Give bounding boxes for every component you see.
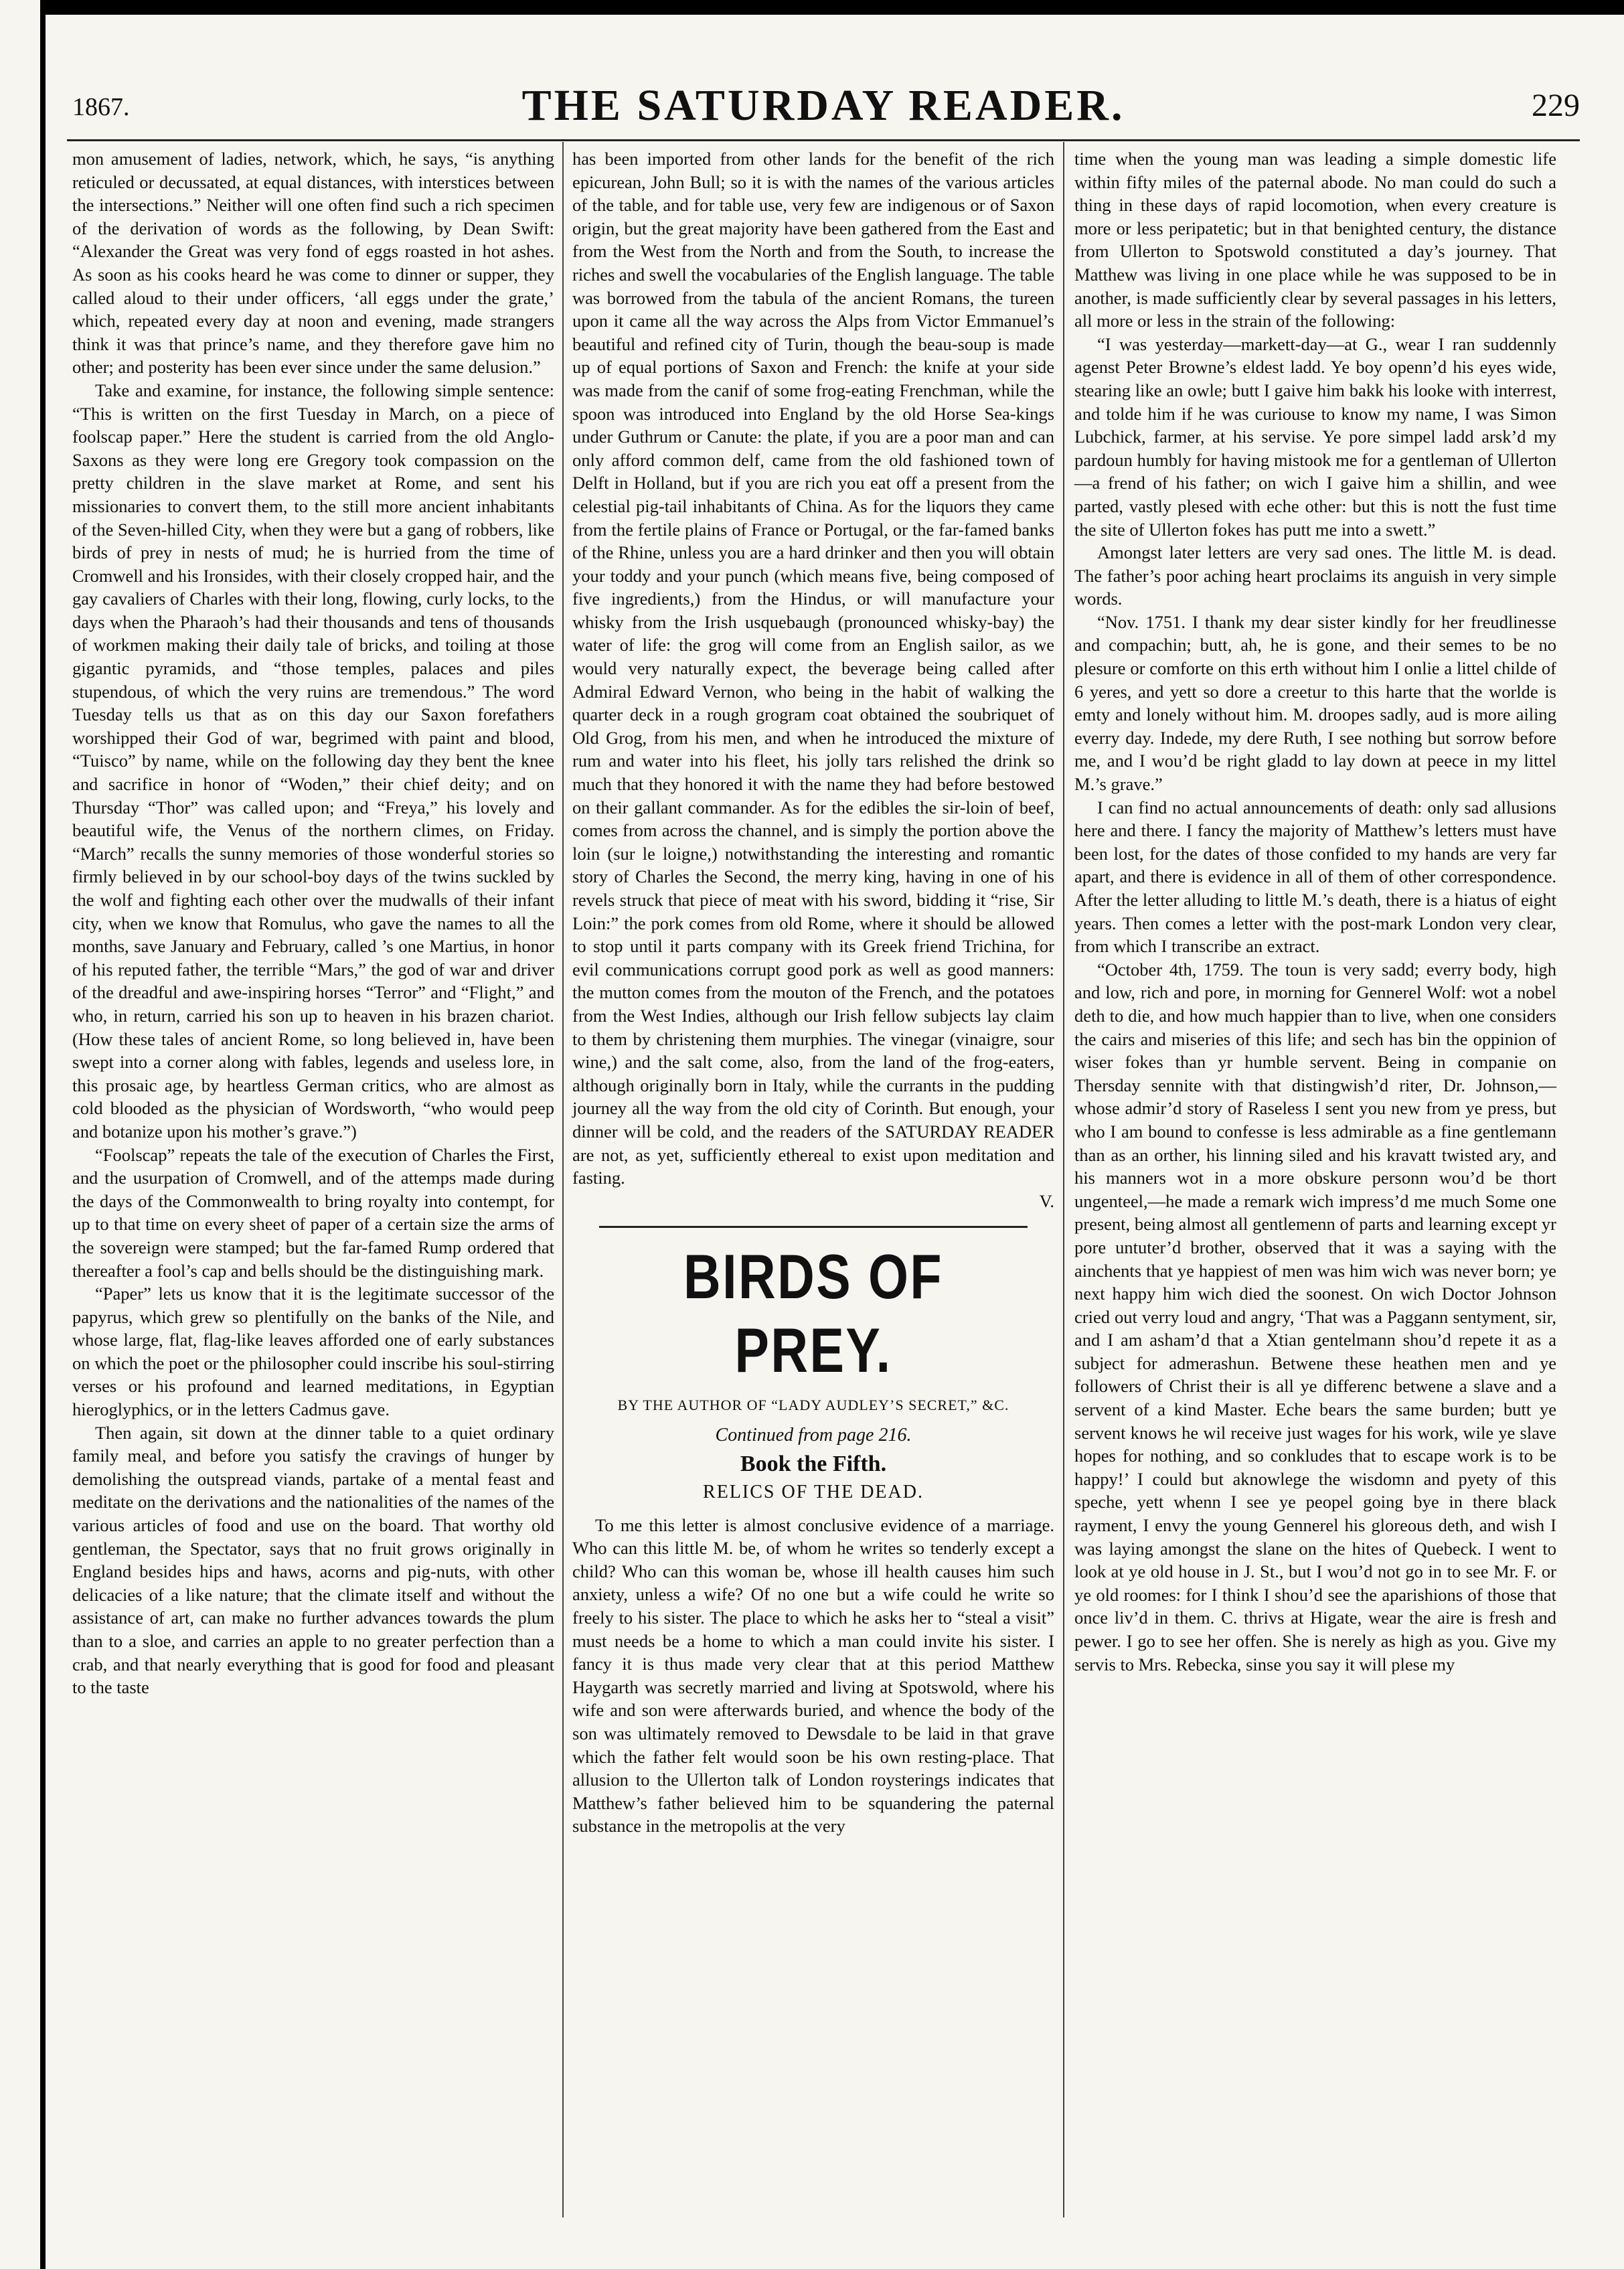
masthead-title: THE SATURDAY READER. <box>521 81 1125 130</box>
paragraph: “I was yesterday—markett-day—at G., wear I ran suddennly agenst Peter Browne’s eldest ladd. Ye boy openn’d his eyes wide, stearing like an owle; butt I gaive him bakk his looke with interrest, and tolde him if he was curiouse to know my name, I was Simon Lubchick, farmer, at his servise. Ye pore simpel ladd arsk’d my pardoun humbly for having mistook me for a gentleman of Ullerton—a frend of his father; on wich I gaive him a shillin, and wee parted, vastly plesed with eche other: but this is nott the fust time the site of Ullerton fokes has putt me into a swett.” <box>1074 333 1556 540</box>
story-byline: BY THE AUTHOR OF “LADY AUDLEY’S SECRET,” &C. <box>617 1397 1009 1414</box>
paragraph: “October 4th, 1759. The toun is very sadd; everry body, high and low, rich and pore, in morning for Gennerel Wolf: wot a nobel deth to die, and how much happier than to live, when one considers the cairs and miseries of this life; and sech has bin the oppinion of wiser fokes than yr humble servent. Being in companie on Thersday sennite with that distingwish’d riter, Dr. Johnson,—whose admir’d story of Raseless I sent you new from ye press, but who I am bound to confesse is less admirable as a fine gentlemann than as an orther, his linning siled and his kravatt twisted ary, and his manners wot in a more obskure personn wou’d be thort ungenteel,—he made a remark wich impress’d me much Some one present, being almost all gentlemenn of parts and learning except yr pore untuter’d brother, observed that it was a saying with the ainchents that ye happiest of men was him wich was never born; ye next happy him wich died the soonest. On wich Doctor Johnson cried out verry loud and angry, ‘That was a Paggann sentyment, sir, and I am asham’d that a Xtian gentelmann shou’d repete it as a subject for admerashun. Betwene these heathen men and ye followers of Christ their is all ye differenc betwene a slave and a servent of a kind Master. Eche bears the same burden; butt ye servent knows he wil receive just wages for his work, wile ye slave hopes for nothing, and so conkludes that to escape work is to be happy!’ I could but aknowlege the wisdomn and pyety of this speche, yett whenn I see ye peopel going bye in there black rayment, I envy the young Gennerel his gloreous deth, and wish I was laying amongst the slane on the hites of Quebeck. I went to look at ye old house in J. St., but I wou’d not go in to see Mr. F. or ye old roomes: for I think I shou’d see the aparishions of those that once liv’d in them. C. thrivs at Higate, wear the aire is fresh and pewer. I go to see her offen. She is nerely as high as you. Give my servis to Mrs. Rebecka, sinse you say it will plese my <box>1074 959 1556 1674</box>
paragraph: “Foolscap” repeats the tale of the execution of Charles the First, and the usurpation of Cromwell, and of the attemps made during the days of the Commonwealth to bring royalty into contempt, for up to that time on every sheet of paper of a certain size the arms of the sovereign were stamped; but the far-famed Rump ordered that thereafter a fool’s cap and bells should be the distinguishing mark. <box>72 1144 554 1281</box>
story-section: RELICS OF THE DEAD. <box>703 1482 924 1503</box>
page-header <box>54 80 1593 141</box>
story-heading <box>572 1226 1054 1504</box>
paragraph: Amongst later letters are very sad ones. The little M. is dead. The father’s poor aching heart proclaims its anguish in very simple words. <box>1074 542 1556 609</box>
heading-rule <box>599 1226 1028 1228</box>
story-book: Book the Fifth. <box>740 1451 887 1476</box>
paragraph: Then again, sit down at the dinner table to a quiet ordinary family meal, and before you satisfy the cravings of hunger by demolishing the outspread viands, partake of a mental feast and meditate on the derivations and the nationalities of the names of the various articles of food and use on the board. That worthy old gentleman, the Spectator, says that no fruit grows originally in England besides hips and haws, acorns and pig-nuts, with other delicacies of a like nature; that the climate itself and without the assistance of art, can make no further advances towards the plum than to a sloe, and carries an apple to no greater perfection than a crab, and that nearly everything that is good for food and pleasant to the taste <box>72 1422 554 1698</box>
column-divider-1 <box>562 142 564 2217</box>
header-year: 1867. <box>72 93 130 121</box>
paragraph: “Paper” lets us know that it is the legitimate successor of the papyrus, which grew so plentifully on the banks of the Nile, and whose large, flat, flag-like leaves afforded one of early substances on which the poet or the philosopher could inscribe his soul-stirring verses or his profound and learned meditations, in Egyptian hieroglyphics, or in the letters Cadmus gave. <box>72 1283 554 1420</box>
column-divider-2 <box>1063 142 1064 2217</box>
paragraph: mon amusement of ladies, network, which, he says, “is anything reticuled or decussated, at equal distances, with interstices between the intersections.” Neither will one often find such a rich specimen of the derivation of words as the following, by Dean Swift: “Alexander the Great was very fond of eggs roasted in hot ashes. As soon as his cooks heard he was come to dinner or supper, they called aloud to their under officers, ‘all eggs under the grate,’ which, repeated every day at noon and evening, made strangers think it was that prince’s name, and they therefore gave him no other; and posterity has been ever since under the same delusion.” <box>72 149 554 378</box>
page-border-left <box>40 0 46 2269</box>
story-title: BIRDS OF PREY. <box>683 1241 943 1386</box>
paragraph: has been imported from other lands for the benefit of the rich epicurean, John Bull; so it is with the names of the various articles of the table, and for table use, very few are indigenous or of Saxon origin, but the great majority have been gathered from the East and from the West from the North and from the South, to increase the riches and swell the vocabularies of the English language. The table was borrowed from the tabula of the ancient Romans, the tureen upon it came all the way across the Alps from Victor Emmanuel’s beautiful and refined city of Turin, though the beau-soup is made up of equal portions of Saxon and French: the knife at your side was made from the canif of some frog-eating Frenchman, while the spoon was introduced into England by the old Horse Sea-kings under Guthrum or Canute: the plate, if you are a poor man and can only afford common delf, came from the old fashioned town of Delft in Holland, but if you are rich you eat off a present from the celestial pig-tail inhabitants of China. As for the liquors they came from the fertile plains of France or Portugal, or the far-famed banks of the Rhine, unless you are a hard drinker and then you will obtain your toddy and your punch (which means five, being composed of five ingredients,) from the Hindus, or will manufacture your whisky from the Irish usquebaugh (pronounced whisky-bay) the water of life: the grog will come from an English sailor, as we would very naturally expect, the beverage being called after Admiral Edward Vernon, who being in the habit of walking the quarter deck in a rough grogram coat obtained the soubriquet of Old Grog, from his men, and when he introduced the mixture of rum and water into his fleet, his jolly tars relished the drink so much that they honored it with the name they had before bestowed on their gallant commander. As for the edibles the sir-loin of beef, comes from across the channel, and is simply the portion above the loin (sur le loigne,) notwithstanding the interesting and romantic story of Charles the Second, the merry king, having in one of his revels struck that piece of meat with his sword, bidding it “rise, Sir Loin:” the pork comes from old Rome, where it should be allowed to stop until it parts company with its Greek friend Trichina, for evil communications corrupt good pork as well as good manners: the mutton comes from the mouton of the French, and the potatoes from the West Indies, although our Irish fellow subjects lay claim to them by christening them murphies. The vinegar (vinaigre, sour wine,) and the salt come, also, from the land of the frog-eaters, although originally born in Italy, while the currants in the pudding journey all the way from the old city of Corinth. But enough, your dinner will be cold, and the readers of the SATURDAY READER are not, as yet, sufficiently ethereal to exist upon meditation and fasting. <box>572 149 1054 1188</box>
page-number: 229 <box>1532 88 1580 123</box>
article-signature: V. <box>1039 1190 1054 1211</box>
paragraph: To me this letter is almost conclusive evidence of a marriage. Who can this little M. be, of whom he writes so tenderly except a child? Who can this woman be, whose ill health causes him such anxiety, unless a wife? Of no one but a wife could he write so freely to his sister. The place to which he asks her to “steal a visit” must needs be a home to which a man could invite his sister. I fancy it is thus made very clear that at this period Matthew Haygarth was secretly married and living at Spotswold, where his wife and son were afterwards buried, and whence the body of the son was ultimately removed to Dewsdale to be laid in that grave which the father felt would soon be his own resting-place. That allusion to the Ullerton talk of London roysterings indicates that Matthew’s father believed him to be squandering the paternal substance in the metropolis at the very <box>572 1514 1054 1836</box>
story-continued: Continued from page 216. <box>715 1424 912 1445</box>
page-border-top <box>40 0 1624 15</box>
column-1 <box>72 147 554 1699</box>
paragraph: time when the young man was leading a simple domestic life within fifty miles of the paternal abode. No man could do such a thing in these days of rapid locomotion, when every creature is more or less peripatetic; but in that benighted century, the distance from Ullerton to Spotswold constituted a day’s journey. That Matthew was living in one place while he was supposed to be in another, is made sufficiently clear by several passages in his letters, all more or less in the strain of the following: <box>1074 149 1556 331</box>
paragraph: “Nov. 1751. I thank my dear sister kindly for her freudlinesse and compachin; butt, ah, he is gone, and their semes to be no plesure or comforte on this erth without him I onlie a littel childe of 6 yeres, and yett so dore a creetur to this harte that the worlde is emty and lonely without him. M. droopes sadly, aud is more ailing everry day. Indede, my dere Ruth, I see nothing but sorrow before me, and I wou’d be right gladd to lay down at peece in my littel M.’s grave.” <box>1074 611 1556 795</box>
column-2 <box>572 147 1054 1838</box>
paragraph: Take and examine, for instance, the following simple sentence: “This is written on the first Tuesday in March, on a piece of foolscap paper.” Here the student is carried from the old Anglo-Saxons as they were long ere Gregory took compassion on the pretty children in the slave market at Rome, and sent his missionaries to convert them, to the still more ancient inhabitants of the Seven-hilled City, when they were but a gang of robbers, like birds of prey in nests of mud; he is hurried from the time of Cromwell and his Ironsides, with their closely cropped hair, and the gay cavaliers of Charles with their long, flowing, curly locks, to the days when the Pharaoh’s had their thousands and tens of thousands of workmen making their daily tale of bricks, and toiling at those gigantic pyramids, and “those temples, palaces and piles stupendous, of which the very ruins are tremendous.” The word Tuesday tells us that as on this day our Saxon forefathers worshipped their God of war, begrimed with paint and blood, “Tuisco” by name, while on the following day they bent the knee and sacrifice in honor of “Woden,” their chief deity; and on Thursday “Thor” was called upon; and “Freya,” his lovely and beautiful wife, the Venus of the northern climes, on Friday. “March” recalls the sunny memories of those wonderful stories so firmly believed in by our school-boy days of the twins suckled by the wolf and fighting each other over the mudwalls of their infant city, when we know that Romulus, who gave the names to all the months, save January and February, called ’s one Martius, in honor of his reputed father, the terrible “Mars,” the god of war and driver of the dreadful and awe-inspiring horses “Terror” and “Flight,” and who, in return, carried his son up to heaven in his brazen chariot. (How these tales of ancient Rome, so long believed in, have been swept into a corner along with fables, legends and useless lore, in this prosaic age, by heartless German critics, who are almost as cold blooded as the physician of Wordsworth, “who would peep and botanize upon his mother’s grave.”) <box>72 380 554 1142</box>
paragraph: I can find no actual announcements of death: only sad allusions here and there. I fancy the majority of Matthew’s letters must have been lost, for the dates of those confided to my hands are very far apart, and there is evidence in all of them of other correspondence. After the letter alluding to little M.’s death, there is a hiatus of eight years. Then comes a letter with the post-mark London very clear, from which I transcribe an extract. <box>1074 797 1556 957</box>
header-rule <box>67 139 1580 141</box>
column-3 <box>1074 147 1556 1676</box>
